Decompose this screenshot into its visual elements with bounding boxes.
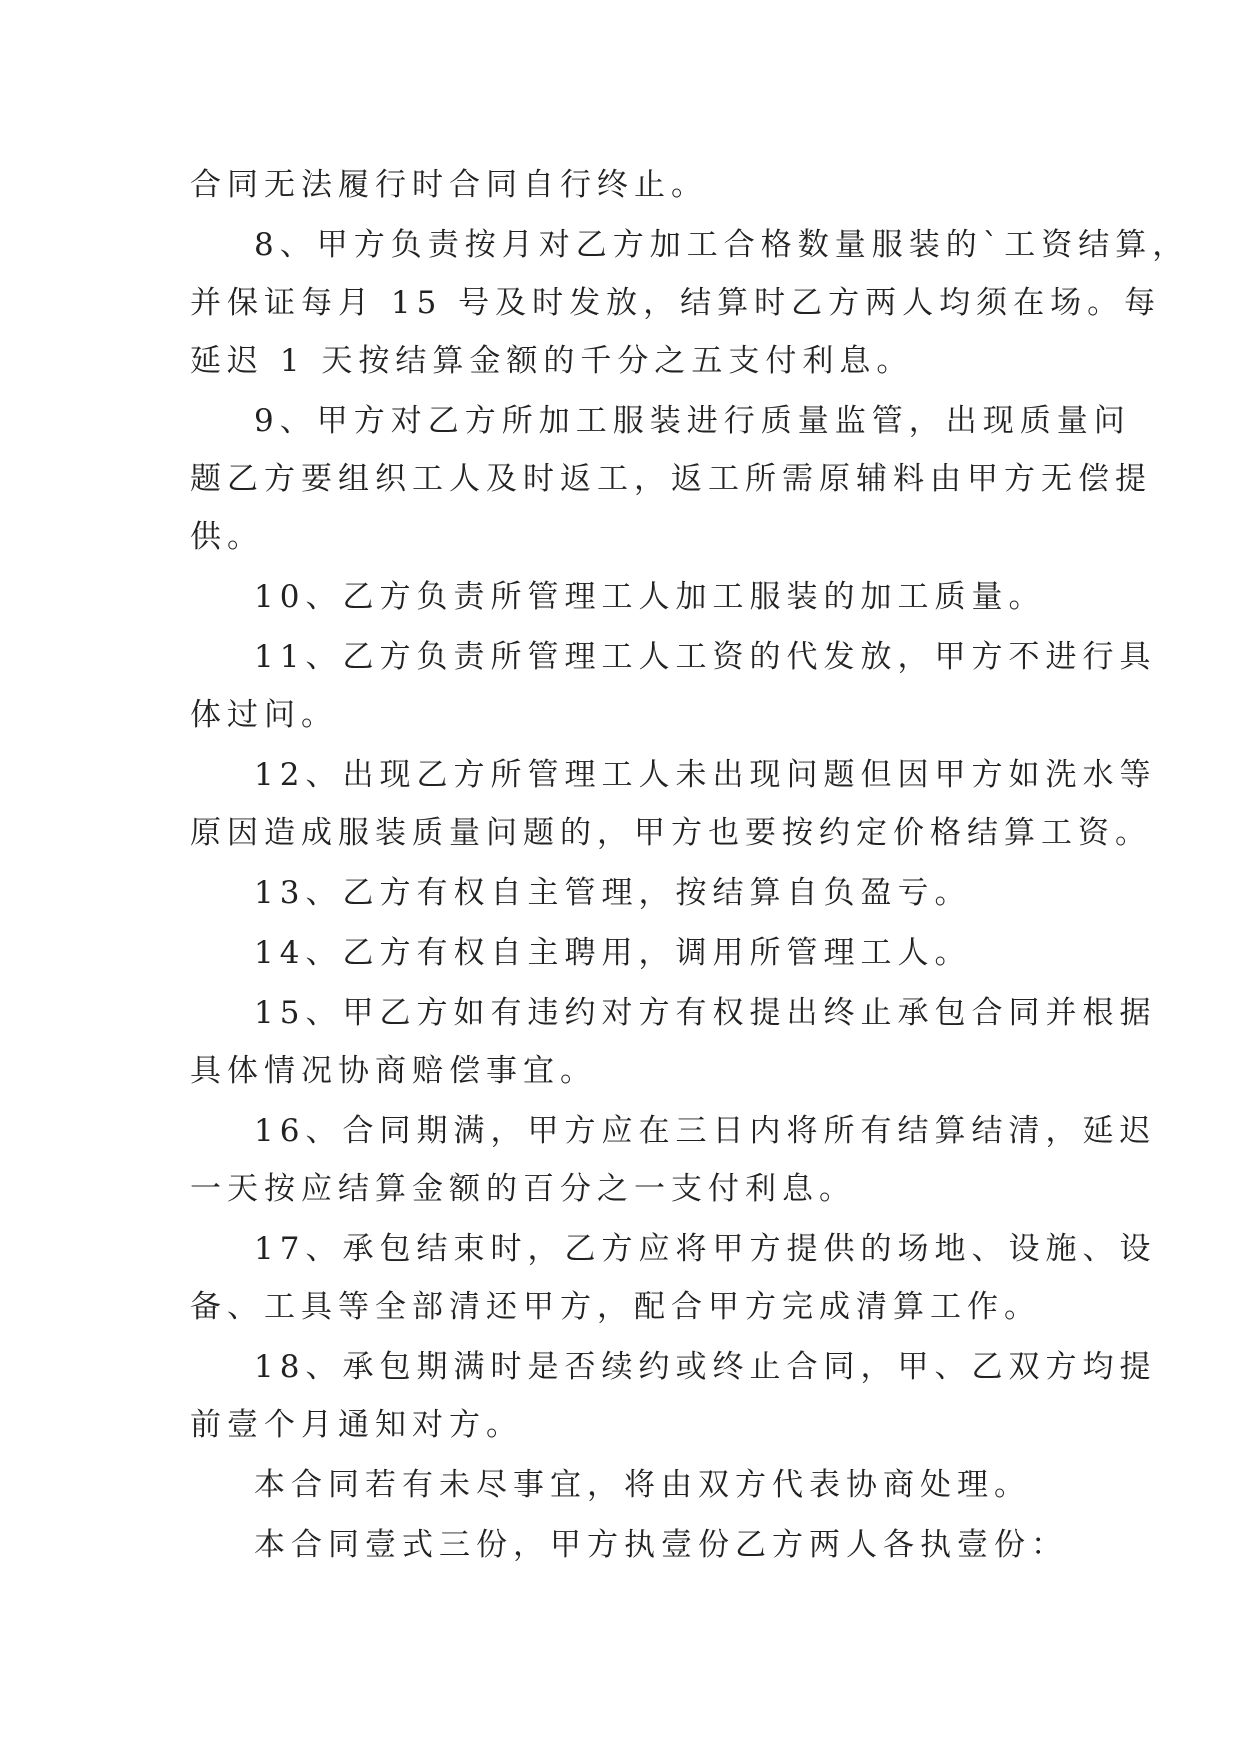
- paragraph-line: 合同无法履行时合同自行终止。: [190, 167, 708, 203]
- paragraph-line: 16、合同期满，甲方应在三日内将所有结算结清，延迟: [254, 1113, 1157, 1149]
- paragraph: [190, 628, 1157, 744]
- paragraph: [190, 1220, 1157, 1336]
- paragraph: [190, 392, 1152, 566]
- paragraph-line: 8、甲方负责按月对乙方加工合格数量服装的`工资结算，: [254, 227, 1190, 263]
- paragraph: [190, 156, 1070, 214]
- paragraph-line: 本合同若有未尽事宜，将由双方代表协商处理。: [254, 1467, 1031, 1503]
- paragraph-line: 13、乙方有权自主管理，按结算自负盈亏。: [254, 875, 972, 911]
- paragraph-line: 具体情况协商赔偿事宜。: [190, 1053, 597, 1089]
- paragraph-line: 9、甲方对乙方所加工服装进行质量监管，出现质量问: [254, 403, 1131, 439]
- paragraph-line: 题乙方要组织工人及时返工，返工所需原辅料由甲方无偿提: [190, 461, 1152, 497]
- paragraph-line: 本合同壹式三份，甲方执壹份乙方两人各执壹份：: [254, 1527, 1068, 1563]
- paragraph-line: 供。: [190, 519, 264, 555]
- paragraph-line: 17、承包结束时，乙方应将甲方提供的场地、设施、设: [254, 1231, 1157, 1267]
- paragraph: [190, 984, 1157, 1100]
- paragraph-line: 备、工具等全部清还甲方，配合甲方完成清算工作。: [190, 1289, 1041, 1325]
- paragraph: [190, 1456, 1070, 1514]
- paragraph: [190, 1102, 1157, 1218]
- paragraph-line: 12、出现乙方所管理工人未出现问题但因甲方如洗水等: [254, 757, 1157, 793]
- paragraph: [190, 216, 1190, 390]
- paragraph: [190, 568, 1070, 626]
- paragraph: [190, 1516, 1070, 1574]
- paragraph-line: 10、乙方负责所管理工人加工服装的加工质量。: [254, 579, 1046, 615]
- paragraph: [190, 924, 1070, 982]
- paragraph: [190, 864, 1070, 922]
- paragraph-line: 11、乙方负责所管理工人工资的代发放，甲方不进行具: [254, 639, 1157, 675]
- paragraph-line: 延迟 1 天按结算金额的千分之五支付利息。: [190, 343, 914, 379]
- paragraph-line: 并保证每月 15 号及时发放，结算时乙方两人均须在场。每: [190, 285, 1162, 321]
- paragraph-line: 一天按应结算金额的百分之一支付利息。: [190, 1171, 856, 1207]
- paragraph-line: 18、承包期满时是否续约或终止合同，甲、乙双方均提: [254, 1349, 1157, 1385]
- paragraph-line: 原因造成服装质量问题的，甲方也要按约定价格结算工资。: [190, 815, 1152, 851]
- paragraph-line: 14、乙方有权自主聘用，调用所管理工人。: [254, 935, 972, 971]
- paragraph: [190, 746, 1157, 862]
- paragraph: [190, 1338, 1157, 1454]
- paragraph-line: 15、甲乙方如有违约对方有权提出终止承包合同并根据: [254, 995, 1157, 1031]
- paragraph-line: 前壹个月通知对方。: [190, 1407, 523, 1443]
- document-body: [190, 156, 1190, 1576]
- paragraph-line: 体过问。: [190, 697, 338, 733]
